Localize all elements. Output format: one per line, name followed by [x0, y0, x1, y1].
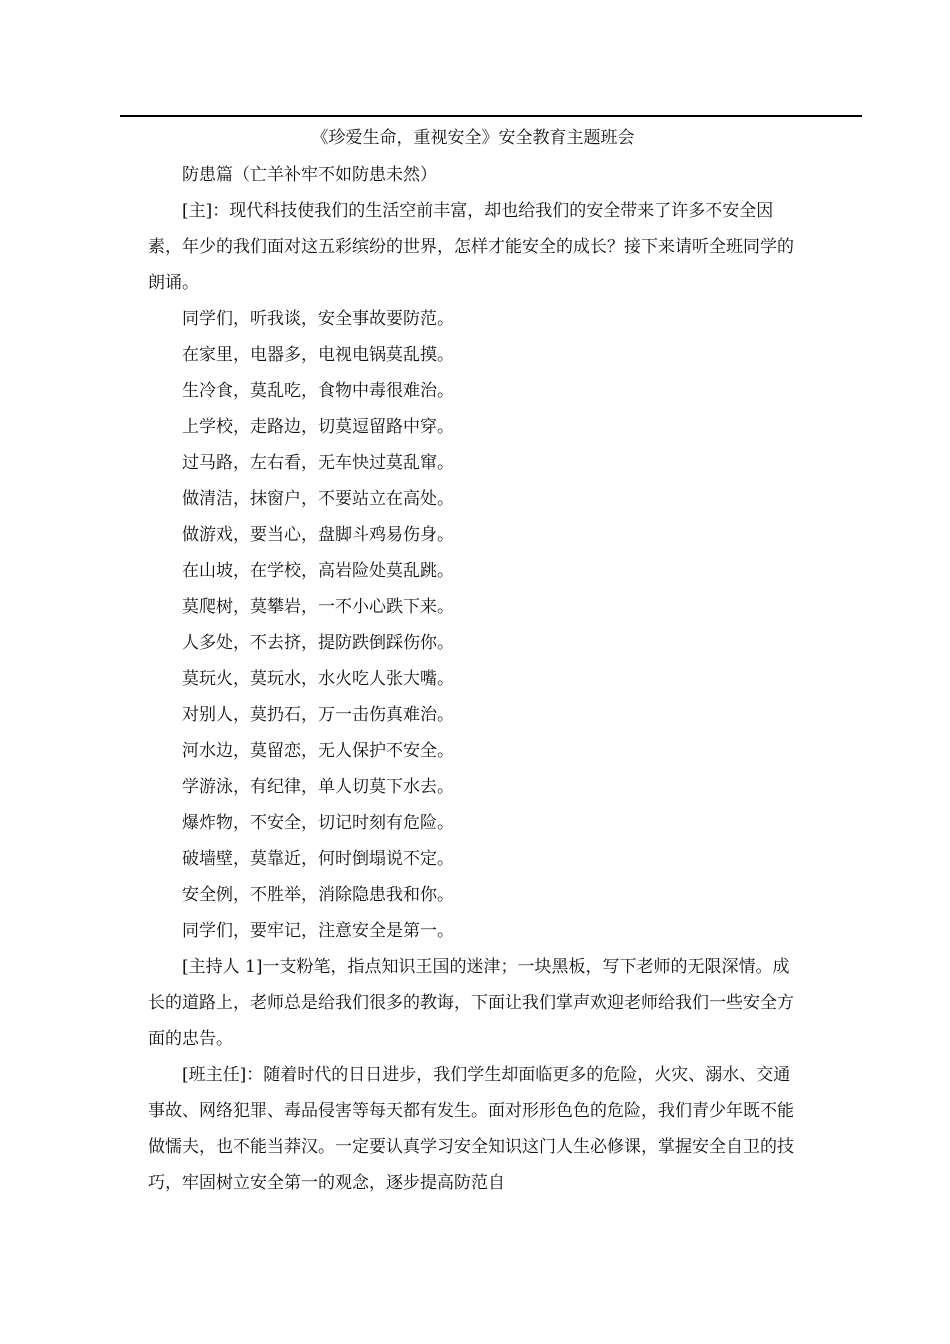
poem-line: 人多处，不去挤，提防跌倒踩伤你。: [182, 633, 454, 653]
poem-line: 在家里，电器多，电视电锅莫乱摸。: [182, 345, 454, 365]
poem-line: 同学们，听我谈，安全事故要防范。: [182, 309, 454, 329]
poem-line: 对别人，莫扔石，万一击伤真难治。: [182, 705, 454, 725]
header-rule: [120, 115, 862, 117]
document-title: 《珍爱生命，重视安全》安全教育主题班会: [311, 128, 635, 148]
poem: [148, 301, 803, 949]
poem-line: 上学校，走路边，切莫逗留路中穿。: [182, 417, 454, 437]
poem-line: 做清洁，抹窗户，不要站立在高处。: [182, 489, 454, 509]
poem-line: 做游戏，要当心，盘脚斗鸡易伤身。: [182, 525, 454, 545]
poem-line: 莫玩火，莫玩水，水火吃人张大嘴。: [182, 669, 454, 689]
section-heading: 防患篇（亡羊补牢不如防患未然）: [182, 165, 437, 185]
poem-line: 生冷食，莫乱吃，食物中毒很难治。: [182, 381, 454, 401]
document-body: [148, 157, 803, 1201]
poem-line: 破墙壁，莫靠近，何时倒塌说不定。: [182, 849, 454, 869]
poem-line: 学游泳，有纪律，单人切莫下水去。: [182, 777, 454, 797]
teacher-paragraph: [班主任]：随着时代的日日进步，我们学生却面临更多的危险，火灾、溺水、交通事故、网络犯罪、毒品侵害等每天都有发生。面对形形色色的危险，我们青少年既不能做懦夫，也不能当莽汉。一定要认真学习安全知识这门人生必修课，掌握安全自卫的技巧，牢固树立安全第一的观念，逐步提高防范自: [148, 1065, 794, 1193]
poem-line: 安全例，不胜举，消除隐患我和你。: [182, 885, 454, 905]
poem-line: 在山坡，在学校，高岩险处莫乱跳。: [182, 561, 454, 581]
poem-line: 同学们，要牢记，注意安全是第一。: [182, 921, 454, 941]
poem-line: 莫爬树，莫攀岩，一不小心跌下来。: [182, 597, 454, 617]
host1-paragraph: [主持人 1]一支粉笔，指点知识王国的迷津；一块黑板，写下老师的无限深情。成长的道路上，老师总是给我们很多的教诲，下面让我们掌声欢迎老师给我们一些安全方面的忠告。: [148, 957, 794, 1049]
poem-line: 爆炸物，不安全，切记时刻有危险。: [182, 813, 454, 833]
intro-paragraph: [主]：现代科技使我们的生活空前丰富，却也给我们的安全带来了许多不安全因素，年少的我们面对这五彩缤纷的世界，怎样才能安全的成长？接下来请听全班同学的朗诵。: [148, 201, 794, 293]
poem-line: 河水边，莫留恋，无人保护不安全。: [182, 741, 454, 761]
poem-line: 过马路，左右看，无车快过莫乱窜。: [182, 453, 454, 473]
